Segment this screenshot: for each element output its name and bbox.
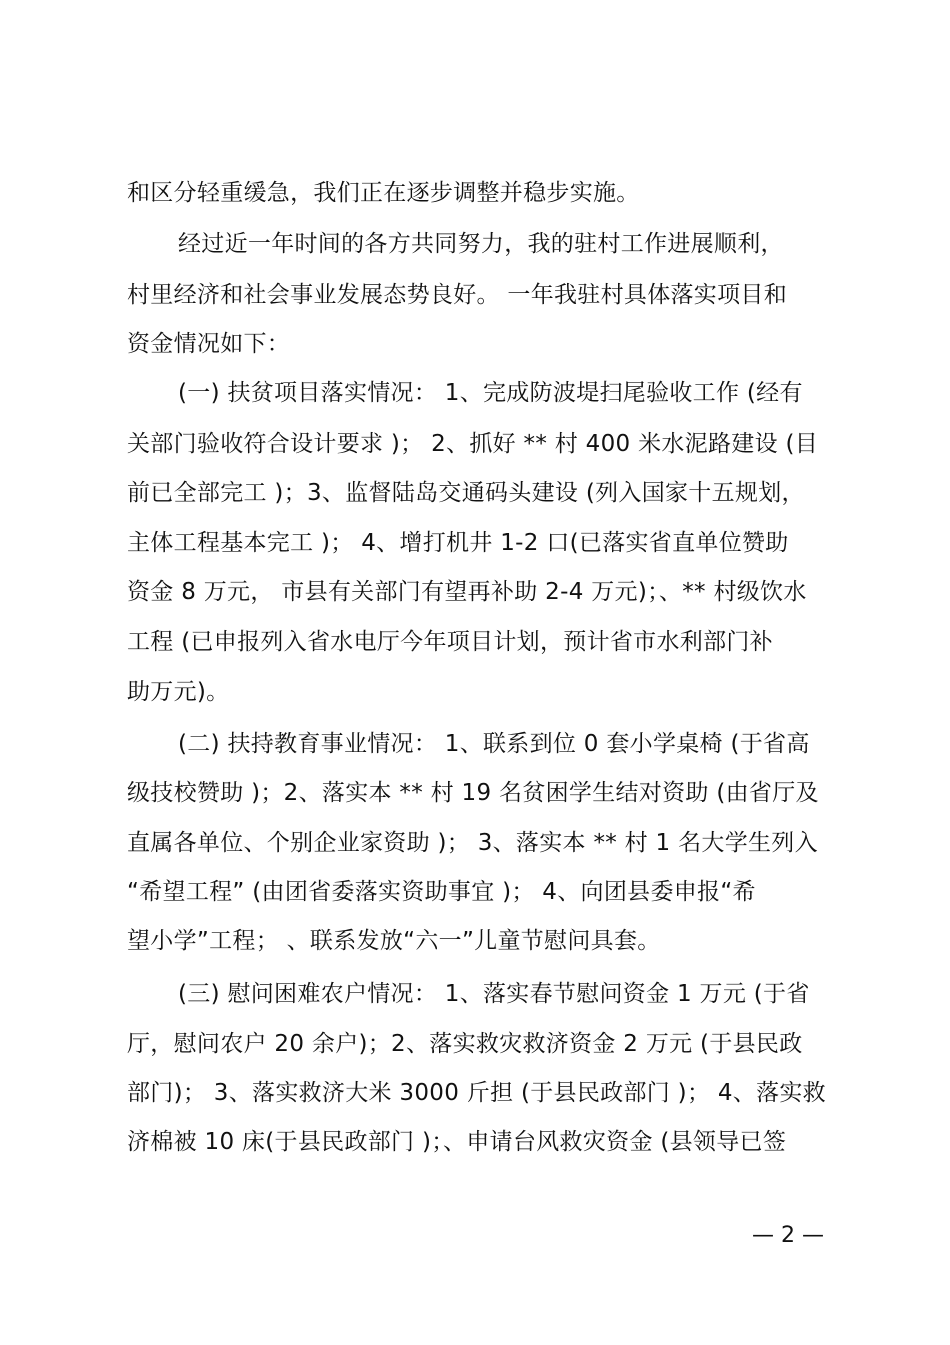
text-line-13: 级技校赞助 )；2、落实本 ** 村 19 名贫困学生结对资助 (由省厅及	[127, 780, 819, 806]
text-line-8: 主体工程基本完工 )； 4、增打机井 1-2 口(已落实省直单位赞助	[127, 530, 789, 556]
text-line-16: 望小学”工程； 、联系发放“六一”儿童节慰问具套。	[127, 928, 661, 954]
text-line-10: 工程 (已申报列入省水电厅今年项目计划，预计省市水利部门补	[127, 629, 773, 655]
page-number: — 2 —	[752, 1223, 824, 1248]
text-line-17: (三) 慰问困难农户情况： 1、落实春节慰问资金 1 万元 (于省	[178, 981, 810, 1007]
text-line-11: 助万元)。	[127, 679, 230, 705]
text-line-18: 厅，慰问农户 20 余户)；2、落实救灾救济资金 2 万元 (于县民政	[127, 1031, 803, 1057]
text-line-3: 村里经济和社会事业发展态势良好。 一年我驻村具体落实项目和	[127, 282, 788, 308]
text-line-4: 资金情况如下：	[127, 331, 291, 357]
text-line-15: “希望工程” (由团省委落实资助事宜 )； 4、向团县委申报“希	[127, 879, 756, 905]
text-line-6: 关部门验收符合设计要求 )； 2、抓好 ** 村 400 米水泥路建设 (目	[127, 431, 819, 457]
text-line-19: 部门)； 3、落实救济大米 3000 斤担 (于县民政部门 )； 4、落实救	[127, 1080, 826, 1106]
text-line-9: 资金 8 万元， 市县有关部门有望再补助 2-4 万元)；、** 村级饮水	[127, 579, 807, 605]
text-line-7: 前已全部完工 )；3、监督陆岛交通码头建设 (列入国家十五规划，	[127, 480, 805, 506]
text-line-14: 直属各单位、个别企业家资助 )； 3、落实本 ** 村 1 名大学生列入	[127, 830, 818, 856]
text-line-12: (二) 扶持教育事业情况： 1、联系到位 0 套小学桌椅 (于省高	[178, 731, 810, 757]
text-line-5: (一) 扶贫项目落实情况： 1、完成防波堤扫尾验收工作 (经有	[178, 380, 803, 406]
text-line-2: 经过近一年时间的各方共同努力，我的驻村工作进展顺利，	[178, 231, 784, 257]
text-line-20: 济棉被 10 床(于县民政部门 )；、申请台风救灾资金 (县领导已签	[127, 1129, 787, 1155]
text-line-1: 和区分轻重缓急，我们正在逐步调整并稳步实施。	[127, 180, 640, 206]
